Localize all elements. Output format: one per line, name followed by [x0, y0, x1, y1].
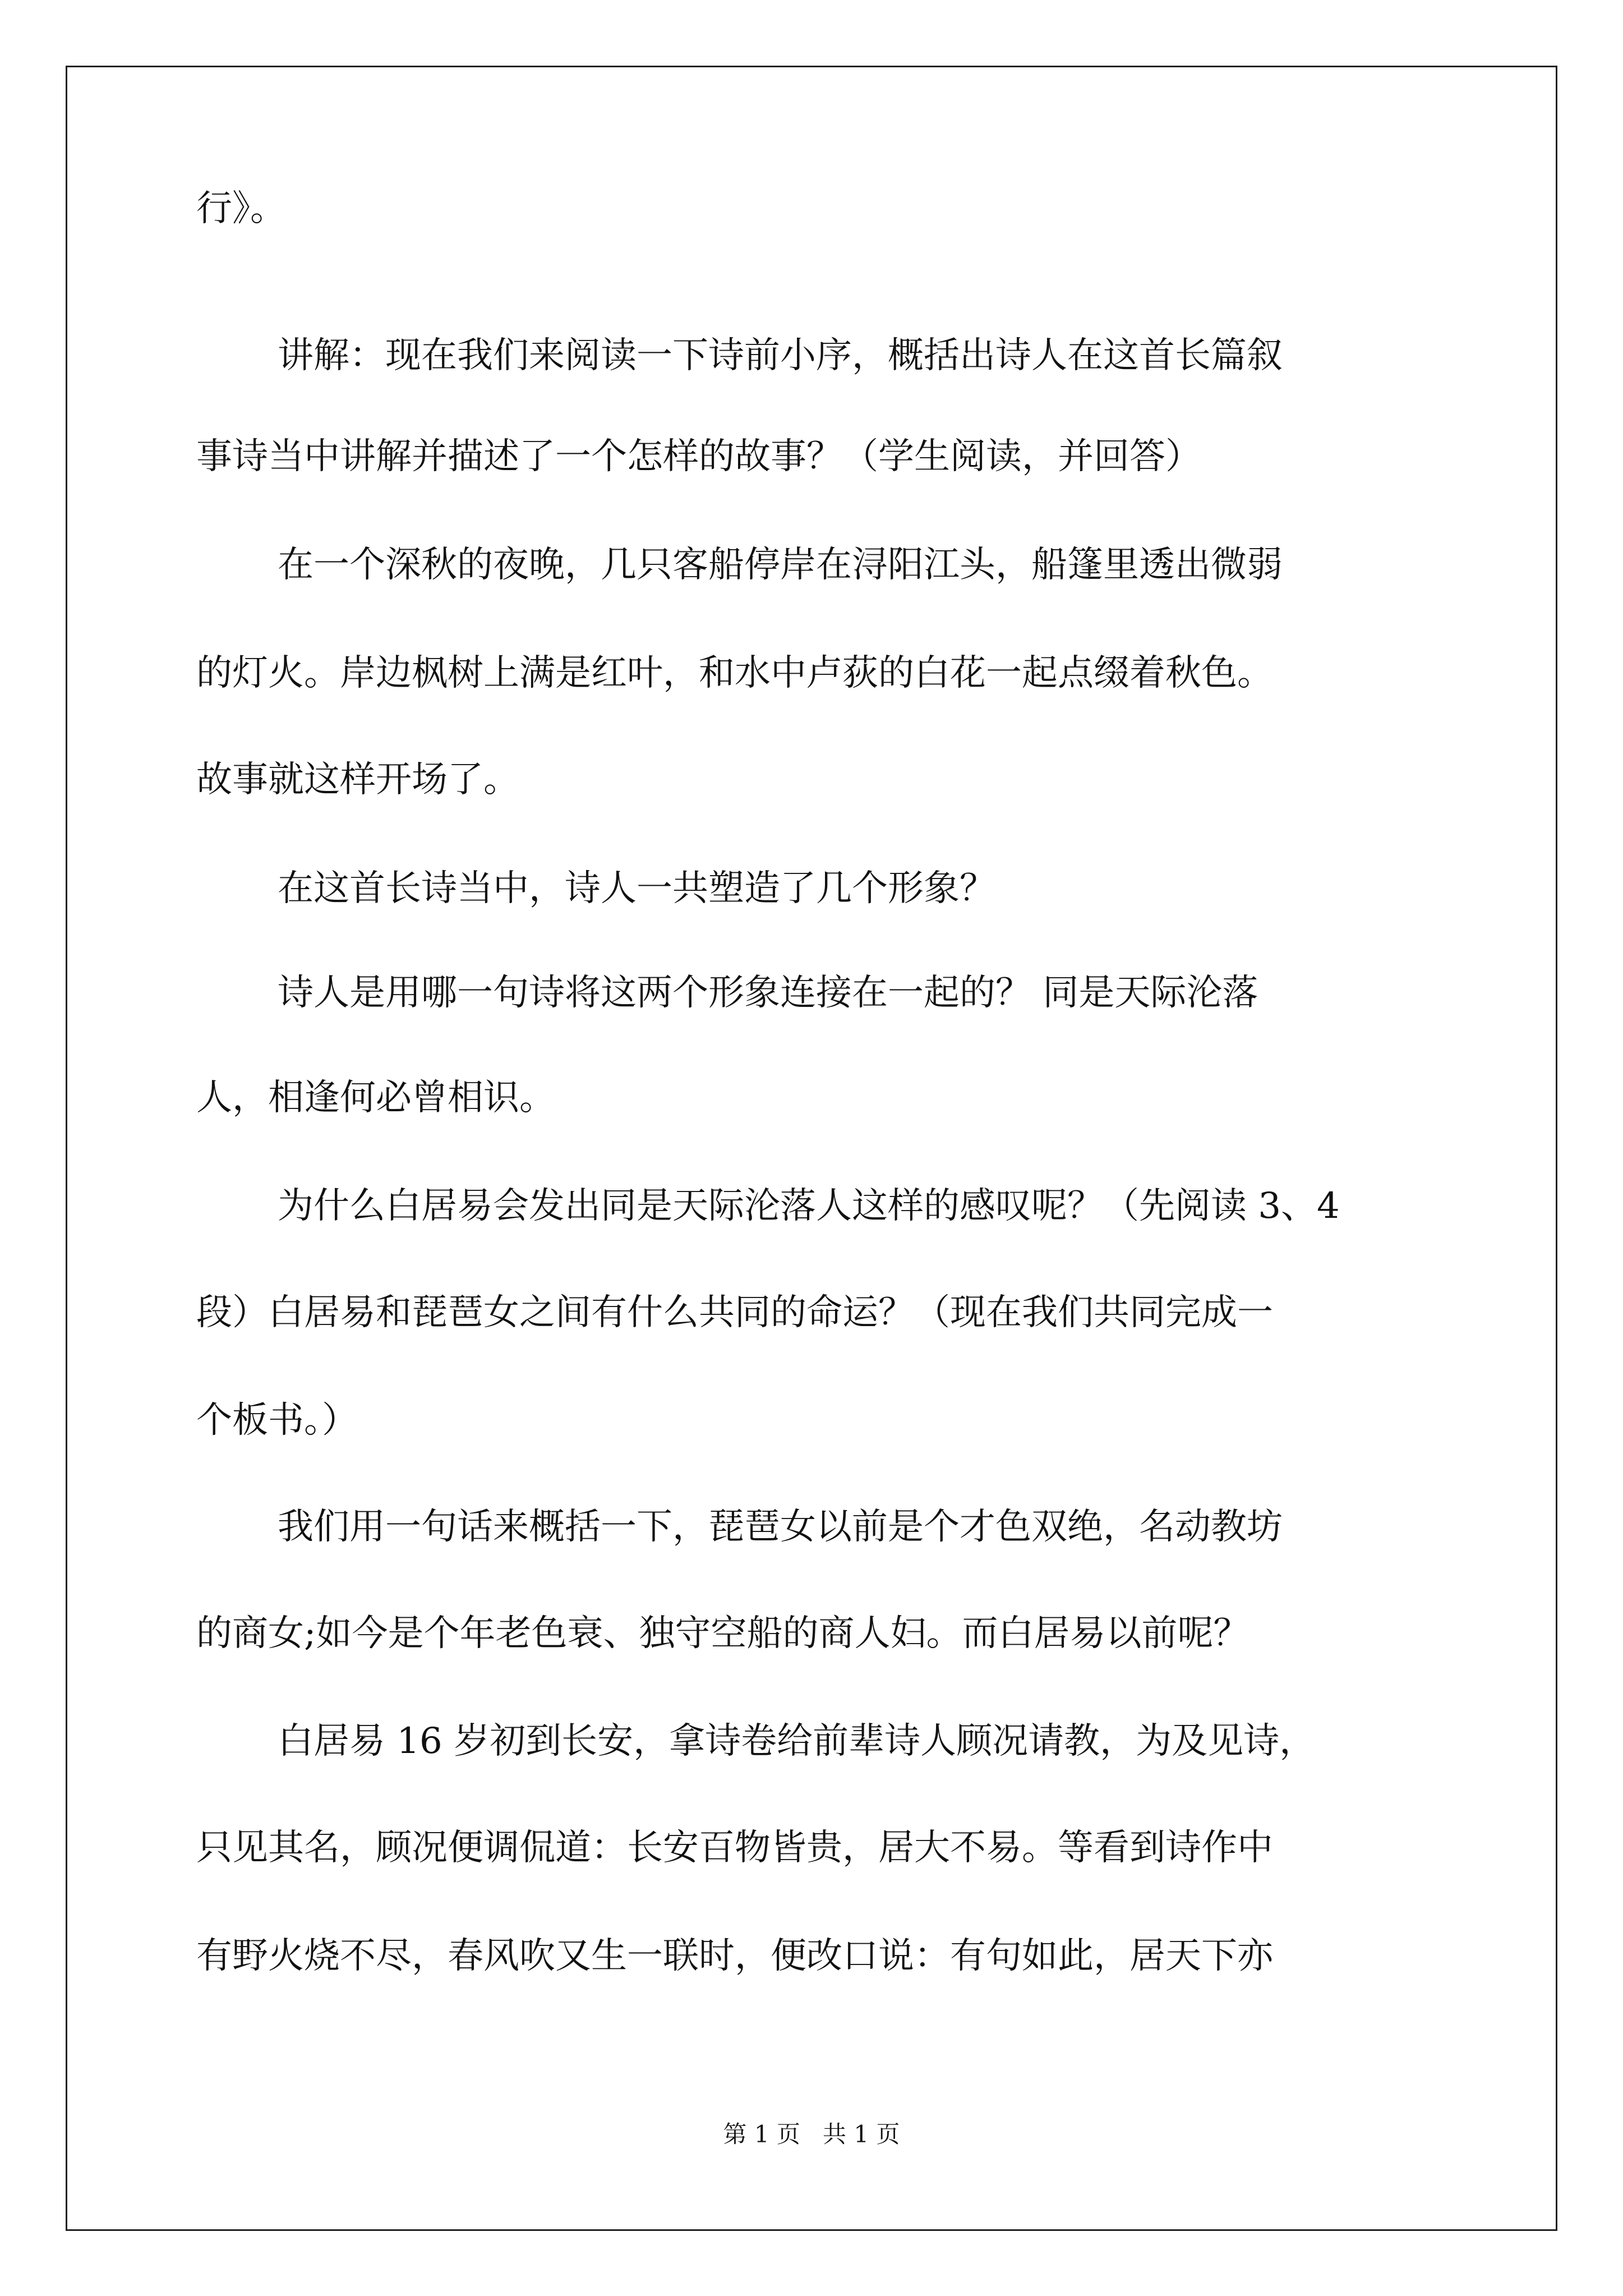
text-line: 个板书。）: [196, 1400, 358, 1441]
text-line: 的灯火。岸边枫树上满是红叶，和水中卢荻的白花一起点缀着秋色。: [196, 652, 1273, 694]
text-line: 段）白居易和琵琶女之间有什么共同的命运？（现在我们共同完成一: [196, 1292, 1273, 1333]
text-line: 故事就这样开场了。: [196, 759, 519, 800]
page-border: [66, 66, 1557, 2231]
text-line: 只见其名，顾况便调侃道：长安百物皆贵，居大不易。等看到诗作中: [196, 1827, 1273, 1869]
page-number-footer: 第 1 页 共 1 页: [723, 2120, 900, 2148]
paragraph-line: 在这首长诗当中，诗人一共塑造了几个形象？: [278, 868, 995, 909]
paragraph-line: 在一个深秋的夜晚，几只客船停岸在浔阳江头，船篷里透出微弱: [278, 544, 1283, 586]
text-line: 行》。: [196, 188, 286, 229]
paragraph-line: 诗人是用哪一句诗将这两个形象连接在一起的？ 同是天际沦落: [278, 972, 1258, 1014]
text-line: 人，相逢何必曾相识。: [196, 1077, 555, 1119]
text-line: 有野火烧不尽，春风吹又生一联时，便改口说：有句如此，居天下亦: [196, 1935, 1273, 1977]
paragraph-line: 讲解：现在我们来阅读一下诗前小序，概括出诗人在这首长篇叙: [278, 335, 1283, 376]
paragraph-line: 为什么白居易会发出同是天际沦落人这样的感叹呢？（先阅读 3、4: [278, 1185, 1340, 1227]
paragraph-line: 白居易 16 岁初到长安，拿诗卷给前辈诗人顾况请教，为及见诗，: [278, 1720, 1316, 1762]
paragraph-line: 我们用一句话来概括一下，琵琶女以前是个才色双绝，名动教坊: [278, 1506, 1283, 1548]
text-line: 事诗当中讲解并描述了一个怎样的故事？（学生阅读，并回答）: [196, 436, 1201, 477]
text-line: 的商女;如今是个年老色衰、独守空船的商人妇。而白居易以前呢？: [196, 1613, 1249, 1654]
